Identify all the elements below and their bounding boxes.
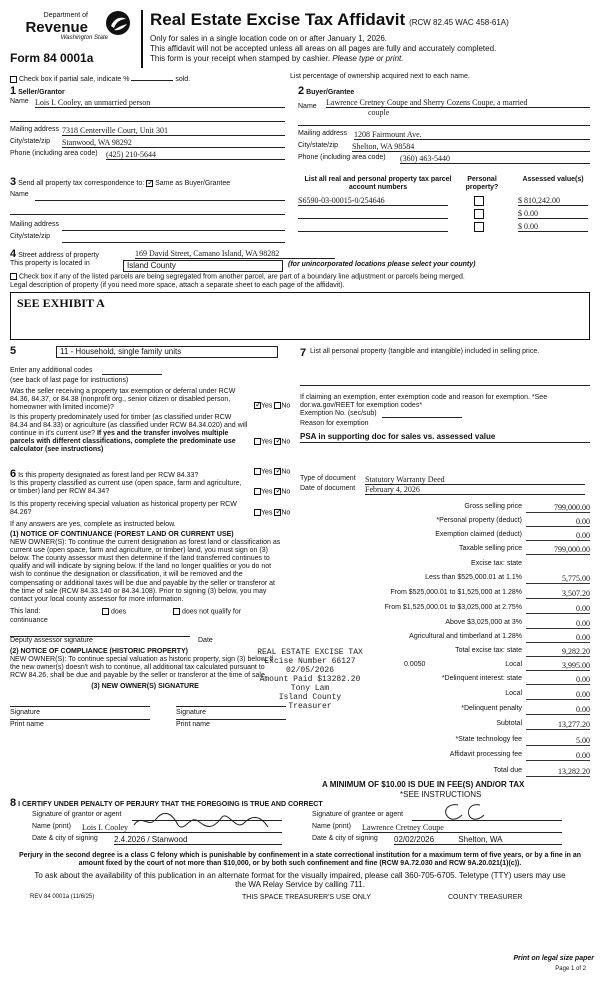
buyer-mail-field[interactable]: 1208 Fairmount Ave.: [354, 130, 590, 140]
seller-city-label: City/state/zip: [10, 137, 51, 145]
grantee-name-field[interactable]: Lawrence Cretney Coupe: [362, 823, 562, 833]
grantor-date-field[interactable]: 2.4.2026 / Stanwood: [114, 835, 282, 845]
header-line2: This affidavit will not be accepted unless all areas on all pages are fully and accurately completed.: [150, 44, 497, 53]
tax-line-value[interactable]: 799,000.00: [526, 503, 590, 513]
header-line3-italic: Please type or print.: [332, 54, 404, 63]
forest-no-label: No: [281, 468, 291, 476]
tax-line-label: Total due: [493, 767, 522, 774]
timber-question: [10, 414, 248, 454]
exemption-no-field[interactable]: [382, 410, 462, 418]
buyer-name-label: Name: [298, 102, 317, 110]
perjury-statement: Perjury in the second degree is a class C felony which is punishable by confinement in a state correctional institution for a maximum term of five years, or by a fine in an amount fixed by the court of not more than $10,000, or by both such confinement and fine (RCW 9A.72.030 and RCW 9A.20.021(1)(c)).: [18, 852, 582, 868]
legal-description-field[interactable]: [10, 292, 590, 340]
buyer-name-field[interactable]: [326, 98, 590, 117]
assessed-value-field[interactable]: $ 0.00: [518, 222, 588, 232]
tax-line-label: Local: [505, 690, 522, 697]
tax-line-value[interactable]: 0.00: [526, 517, 590, 527]
tax-line-label: *Delinquent interest: state: [441, 675, 522, 682]
tax-line: [300, 619, 590, 630]
buyer-city-field[interactable]: Shelton, WA 98584: [352, 142, 590, 152]
historic-heading: (2) NOTICE OF COMPLIANCE (HISTORIC PROPERTY): [10, 647, 188, 655]
current-use-no-checkbox[interactable]: [274, 488, 281, 495]
buyer-heading: Buyer/Grantee: [306, 89, 355, 96]
tax-line: [300, 767, 590, 778]
print-name-label-1: Print name: [10, 720, 44, 728]
section3-text: Send all property tax correspondence to:: [18, 180, 145, 187]
historic-no-checkbox[interactable]: [274, 509, 281, 516]
tax-line-value[interactable]: 0.00: [526, 633, 590, 643]
tax-line-value[interactable]: 0.00: [526, 705, 590, 715]
same-as-buyer-checkbox[interactable]: [146, 180, 153, 187]
forest-yes-label: Yes: [261, 468, 273, 476]
tax-line-label: Gross selling price: [464, 503, 522, 510]
buyer-name-line2: couple: [368, 107, 390, 117]
document-type-label: Type of document: [300, 475, 356, 482]
perjury-text: [8, 852, 592, 868]
tax-line-value[interactable]: 5,775.00: [526, 574, 590, 584]
q1-no-checkbox[interactable]: [274, 402, 281, 409]
current-use-yes-checkbox[interactable]: [254, 488, 261, 495]
dept-line2: Revenue: [25, 19, 88, 37]
grantor-name-field[interactable]: Lois I. Cooley: [82, 823, 282, 833]
tax-line-value[interactable]: 3,995.00: [526, 661, 590, 671]
historic-yes-checkbox[interactable]: [254, 509, 261, 516]
dept-line3: Washington State: [60, 35, 108, 42]
minimum-note: A MINIMUM OF $10.00 IS DUE IN FEE(S) AND/OR TAX: [322, 780, 525, 789]
tax-line-value[interactable]: 5.00: [526, 736, 590, 746]
tax-line-value[interactable]: 3,507.20: [526, 589, 590, 599]
stamp-line4: Amount Paid $13282.20: [259, 675, 361, 684]
deputy-signature-label: Deputy assessor signature: [10, 636, 93, 644]
assessed-value-field[interactable]: $ 0.00: [518, 209, 588, 219]
local-rate: 0.0050: [404, 661, 426, 668]
form-number: Form 84 0001a: [10, 51, 94, 65]
historic-no-label: No: [281, 509, 291, 517]
tax-line-value[interactable]: 9,282.20: [526, 647, 590, 657]
tax-line-value[interactable]: 0.00: [526, 604, 590, 614]
land-use-code-select[interactable]: 11 - Household, single family units: [56, 346, 278, 358]
tax-line-value[interactable]: 0.00: [526, 675, 590, 685]
stamp-line2: Excise Number 66127: [264, 657, 356, 666]
new-owner-print-2[interactable]: [176, 719, 286, 720]
stamp-line6: Island County Treasurer: [278, 693, 342, 711]
buyer-name-line1: Lawrence Cretney Coupe and Sherry Cozens Coupe, a married: [326, 98, 590, 108]
street-address-field[interactable]: 169 David Street, Camano Island, WA 98282: [135, 249, 335, 259]
parcel-row: [298, 222, 590, 235]
form-title: Real Estate Excise Tax Affidavit: [150, 10, 406, 29]
q2-yes-checkbox[interactable]: [254, 438, 261, 445]
grantor-signature-label: Signature of grantor or agent: [32, 811, 122, 818]
tax-line: [300, 517, 590, 528]
tax-line-value[interactable]: 799,000.00: [526, 545, 590, 555]
q2-no-label: No: [281, 438, 291, 446]
stamp-line1: REAL ESTATE EXCISE TAX: [257, 648, 363, 657]
personal-property-checkbox[interactable]: [474, 209, 484, 219]
tax-line-label: Subtotal: [496, 720, 522, 727]
section5-number: 5: [10, 345, 17, 357]
tax-line-value[interactable]: 13,277.20: [526, 720, 590, 730]
tax-line: [300, 503, 590, 514]
seller-city-field[interactable]: Stanwood, WA 98292: [62, 138, 285, 148]
assessed-value-field[interactable]: $ 810,242.00: [518, 196, 588, 206]
parcel-header-assessed: Assessed value(s): [522, 176, 584, 183]
forest-question: Is this property designated as forest land per RCW 84.33?: [18, 472, 199, 479]
section3-name-field[interactable]: [35, 191, 285, 201]
tax-line-label: *State technology fee: [455, 736, 522, 743]
section3-city-label: City/state/zip: [10, 232, 51, 240]
grantee-date-field[interactable]: [394, 835, 562, 845]
grantee-city: Shelton, WA: [458, 835, 503, 844]
historic-body: NEW OWNER(S): To continue special valuation as historic property, sign (3) below. If the new owner(s) doesn't wish to continue, all additional tax calculated pursuant to RCW 84.26, shall be due and payable by the seller or transferor at the time of sale.: [10, 655, 274, 679]
tax-line-value[interactable]: 0.00: [526, 751, 590, 761]
tax-line-value[interactable]: 0.00: [526, 619, 590, 629]
tax-line-label: Less than $525,000.01 at 1.1%: [425, 574, 522, 581]
tax-line-label: Local: [505, 661, 522, 668]
tax-line-label: Exemption claimed (deduct): [435, 531, 522, 538]
print-name-label-2: Print name: [176, 720, 210, 728]
reason-label: Reason for exemption: [300, 420, 369, 428]
tax-line-label: Above $3,025,000 at 3%: [445, 619, 522, 626]
grantee-name-label: Name (print): [312, 823, 351, 830]
document-type-field[interactable]: Statutory Warranty Deed: [365, 475, 585, 485]
parcel-number-field[interactable]: S6590-03-00015-0/254646: [298, 196, 448, 206]
partial-sale-checkbox[interactable]: [10, 76, 17, 83]
land-does-label: does: [110, 608, 127, 615]
land-does-not-label: does not qualify for: [181, 608, 242, 615]
current-use-no-label: No: [281, 488, 291, 496]
seller-mail-field[interactable]: 7318 Centerville Court, Unit 301: [62, 126, 285, 136]
section3-mail-label: Mailing address: [10, 220, 60, 228]
tax-line: [300, 633, 590, 644]
legal-paper-note: Print on legal size paper: [513, 955, 594, 962]
timber-question-note: If yes and the transfer involves multiple parcels with different classifications, complete the predominate use calculator (see instructions): [10, 430, 236, 454]
tax-line-value[interactable]: 13,282.20: [526, 767, 590, 777]
tax-line-label: Agricultural and timberland at 1.28%: [409, 633, 522, 640]
stamp-line3: 02/05/2026: [285, 666, 334, 675]
grantee-signature-scribble: [440, 801, 500, 823]
current-use-question: Is this property classified as current use (open space, farm and agriculture, or timber) land per RCW 84.34?: [10, 480, 242, 496]
grantor-signature-scribble: [132, 807, 272, 837]
tax-line-label: *Personal property (deduct): [436, 517, 522, 524]
street-label: Street address of property: [18, 252, 100, 259]
tax-line: [300, 736, 590, 747]
grantee-date: 02/02/2026: [394, 835, 435, 844]
parcel-header-personal: Personal property?: [465, 176, 499, 192]
land-does-not-checkbox[interactable]: [173, 608, 180, 615]
continuance-label: continuance: [10, 616, 48, 624]
q2-no-checkbox[interactable]: [274, 438, 281, 445]
grantee-date-label: Date & city of signing: [312, 835, 378, 842]
buyer-phone-label: Phone (including area code): [298, 153, 386, 161]
reason-field[interactable]: PSA in supporting doc for sales vs. assessed value: [300, 432, 590, 443]
header-divider: [141, 10, 143, 68]
section3-mail-field[interactable]: [62, 221, 285, 231]
county-select[interactable]: Island County: [123, 260, 283, 272]
additional-codes-label: Enter any additional codes: [10, 367, 93, 374]
tax-line: [300, 531, 590, 542]
q1-yes-label: Yes: [261, 402, 273, 410]
exemption-no-label: Exemption No. (sec/sub): [300, 410, 377, 418]
personal-property-checkbox[interactable]: [474, 196, 484, 206]
signature-label-1: Signature: [10, 708, 40, 716]
buyer-mail-label: Mailing address: [298, 129, 348, 137]
certify-heading: I CERTIFY UNDER PENALTY OF PERJURY THAT THE FOREGOING IS TRUE AND CORRECT: [18, 801, 323, 808]
land-does-checkbox[interactable]: [102, 608, 109, 615]
additional-codes-field[interactable]: [102, 367, 162, 375]
continuance-body: NEW OWNER(S): To continue the current designation as forest land or classification as current use (open space, farm and agriculture, or timber) land, you must sign on (3) below. The county assessor must then determine if the land transferred continues to qualify and will indicate by signing below. If the land no longer qualifies or you do not wish to continue the designation or classification, it will be removed and the compensating or additional taxes will be due and payable by the seller or transferor at the time of sale (RCW 84.33.140 or 84.34.108). Prior to signing (3) below, you may contact your local county assessor for more information.: [10, 539, 281, 603]
deputy-date-label: Date: [198, 636, 213, 644]
continuance-heading: (1) NOTICE OF CONTINUANCE (FOREST LAND OR CURRENT USE): [10, 531, 234, 539]
q2-yes-label: Yes: [261, 438, 273, 446]
personal-property-list-label: List all personal property (tangible and intangible) included in selling price.: [310, 348, 540, 355]
forest-yes-checkbox[interactable]: [254, 468, 261, 475]
new-owner-signature-heading: (3) NEW OWNER(S) SIGNATURE: [91, 682, 199, 690]
seller-heading: Seller/Grantor: [18, 89, 65, 96]
tax-line-label: *Delinquent penalty: [461, 705, 522, 712]
tax-line-label: Excise tax: state: [471, 560, 522, 567]
historic-question: Is this property receiving special valuation as historical property per RCW 84.26?: [10, 501, 237, 517]
personal-property-list-field[interactable]: [300, 356, 590, 386]
dept-line1: Department of: [43, 12, 88, 19]
parcel-number-field[interactable]: [298, 222, 448, 232]
q1-yes-checkbox[interactable]: [254, 402, 261, 409]
tax-line: [300, 604, 590, 615]
tax-line-label: Total excise tax: state: [455, 647, 522, 654]
historic-yes-label: Yes: [261, 509, 273, 517]
section4-number: 4: [10, 248, 17, 260]
rev-number: REV 84 0001a (11/6/25): [30, 894, 95, 900]
section7-number: 7: [300, 347, 307, 359]
seller-name-label: Name: [10, 97, 29, 105]
see-instructions: *SEE INSTRUCTIONS: [400, 790, 482, 799]
availability-text: To ask about the availability of this publication in an alternate format for the visually impaired, please call 360-705-6705. Teletype (TTY) users may use the WA Relay Service by calling 711.: [34, 871, 566, 890]
header-line3: This form is your receipt when stamped by cashier.: [150, 54, 331, 63]
timber-question-text: Is this property predominately used for timber (as classified under RCW 84.34 and 84.33) or agriculture (as classified under RCW 84.34.020) and will continue in it's current use?: [10, 414, 248, 438]
parcel-row: [298, 209, 590, 222]
buyer-city-label: City/state/zip: [298, 141, 339, 149]
legal-description-text: SEE EXHIBIT A: [17, 296, 105, 311]
seller-phone-field[interactable]: (425) 210-5644: [106, 150, 285, 160]
section2-number: 2: [298, 85, 305, 97]
additional-codes-note: (see back of last page for instructions): [10, 377, 129, 384]
section6-number: 6: [10, 468, 17, 480]
dor-logo-text: [10, 12, 110, 42]
seller-name-field[interactable]: Lois I. Cooley, an unmarried person: [35, 98, 285, 108]
exemption-text: If claiming an exemption, enter exemption code and reason for exemption. *See dor.wa.gov/REET for exemption codes*: [300, 394, 548, 410]
tax-line-label: Affidavit processing fee: [449, 751, 522, 758]
answers-note: If any answers are yes, complete as instructed below.: [10, 521, 176, 529]
county-note: (for unincorporated locations please select your county): [288, 261, 476, 268]
percent-note: List percentage of ownership acquired next to each name.: [290, 73, 470, 80]
new-owner-signature-1[interactable]: [10, 697, 150, 707]
signature-label-2: Signature: [176, 708, 206, 716]
segregated-checkbox[interactable]: [10, 273, 17, 280]
section3-number: 3: [10, 176, 17, 188]
rcw-reference: (RCW 82.45 WAC 458-61A): [409, 18, 509, 27]
grantor-date-label: Date & city of signing: [32, 835, 98, 842]
buyer-phone-field[interactable]: (360) 463-5440: [400, 154, 590, 164]
tax-line-label: From $525,000.01 to $1,525,000 at 1.28%: [390, 589, 522, 596]
stamp-line5: Tony Lam: [290, 684, 330, 693]
grantor-name-label: Name (print): [32, 823, 71, 830]
legal-description-label: Legal description of property (if you need more space, attach a separate sheet to each page of the affidavit).: [10, 282, 345, 290]
county-treasurer-label: COUNTY TREASURER: [448, 894, 523, 901]
parcel-header-numbers: List all real and personal property tax parcel account numbers: [304, 176, 452, 192]
tax-line: [300, 560, 590, 571]
partial-sale-percent-field[interactable]: [131, 73, 173, 81]
tax-line: [300, 751, 590, 762]
located-in-label: This property is located in: [10, 260, 90, 267]
document-date-label: Date of document: [300, 485, 356, 492]
section3-name-label: Name: [10, 190, 29, 198]
new-owner-print-1[interactable]: [10, 719, 150, 720]
section8-number: 8: [10, 797, 17, 809]
q1-no-label: No: [281, 402, 291, 410]
section3-city-field[interactable]: [62, 233, 285, 243]
tax-line-value[interactable]: 0.00: [526, 531, 590, 541]
tax-line: [300, 545, 590, 556]
tax-line-label: From $1,525,000.01 to $3,025,000 at 2.75%: [384, 604, 522, 611]
current-use-yes-label: Yes: [261, 488, 273, 496]
tax-line-value[interactable]: 0.00: [526, 690, 590, 700]
document-date-field[interactable]: February 4, 2026: [365, 485, 585, 495]
parcel-row: [298, 196, 590, 209]
dor-logo-icon: [105, 10, 131, 36]
parcel-number-field[interactable]: [298, 209, 448, 219]
tax-line: [300, 589, 590, 600]
partial-sale-sold: sold.: [175, 76, 191, 83]
seller-mail-label: Mailing address: [10, 125, 60, 133]
partial-sale-label: Check box if partial sale, indicate %: [18, 76, 130, 83]
tax-line-label: Taxable selling price: [458, 545, 522, 552]
segregated-label: Check box if any of the listed parcels are being segregated from another parcel, are part of a boundary line adjustment or parcels being merged.: [18, 273, 465, 281]
tax-line: [300, 574, 590, 585]
section1-number: 1: [10, 85, 17, 97]
forest-no-checkbox[interactable]: [274, 468, 281, 475]
grantee-signature-label: Signature of grantee or agent: [312, 811, 404, 818]
treasurer-use-label: THIS SPACE TREASURER'S USE ONLY: [242, 894, 371, 901]
page-number: Page 1 of 2: [555, 966, 586, 972]
same-as-buyer-label: Same as Buyer/Grantee: [155, 180, 231, 187]
tax-line: [300, 720, 590, 731]
exemption-question: Was the seller receiving a property tax exemption or deferral under RCW 84.36, 84.37, or 84.38 (nonprofit org., senior citizen or disabled person, homeowner with limited income)?: [10, 388, 236, 412]
header-line1: Only for sales in a single location code on or after January 1, 2026.: [150, 34, 388, 43]
personal-property-checkbox[interactable]: [474, 222, 484, 232]
seller-phone-label: Phone (including area code): [10, 149, 98, 157]
treasurer-stamp: [255, 648, 365, 711]
this-land-label: This land:: [10, 607, 41, 615]
